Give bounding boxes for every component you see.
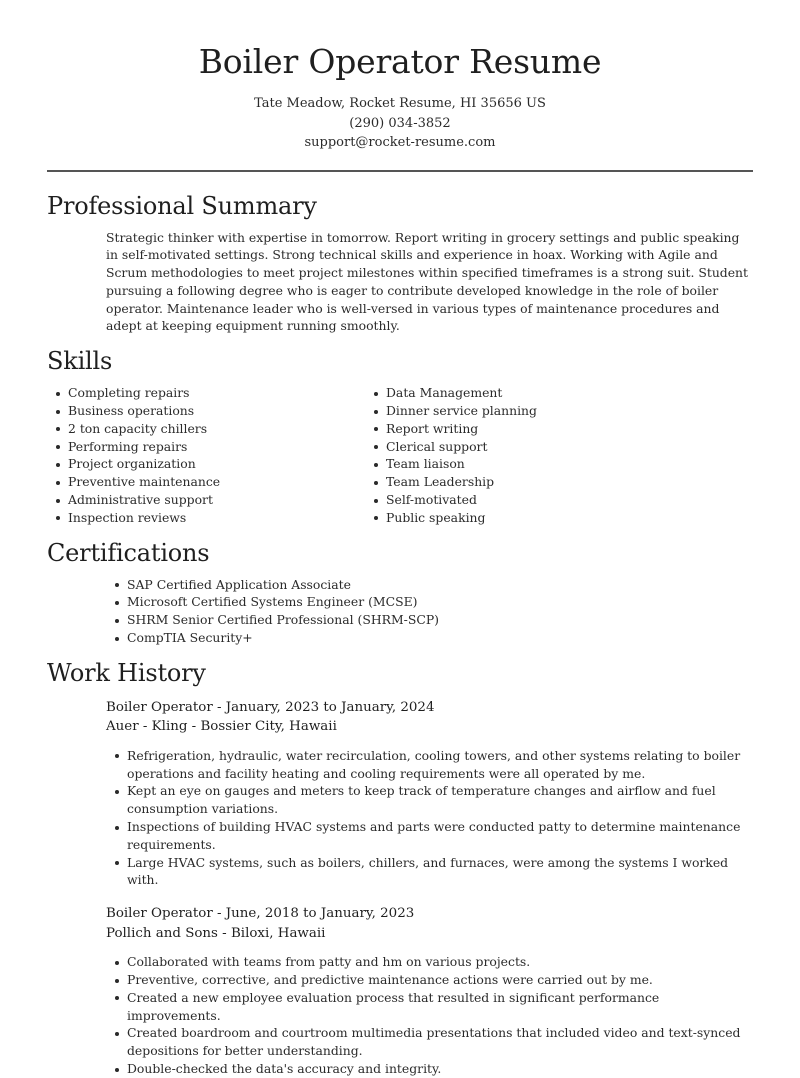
job-title-dates: Boiler Operator - January, 2023 to January, 2024 <box>106 699 435 715</box>
work-history-section <box>47 658 753 1078</box>
skills-section <box>47 346 753 526</box>
contact-address: Tate Meadow, Rocket Resume, HI 35656 US <box>254 96 546 111</box>
header-divider <box>47 170 753 172</box>
skill-item: Data Management <box>365 384 665 402</box>
skill-item: Team Leadership <box>365 473 665 491</box>
summary-section <box>47 191 753 336</box>
certification-item: CompTIA Security+ <box>106 629 753 647</box>
job-duty-item: Kept an eye on gauges and meters to keep track of temperature changes and airflow and fuel consumption variations. <box>106 782 753 818</box>
skill-item: Project organization <box>47 455 365 473</box>
skill-item: Business operations <box>47 402 365 420</box>
job-company-location: Pollich and Sons - Biloxi, Hawaii <box>106 925 326 941</box>
certifications-heading: Certifications <box>47 538 210 567</box>
job-duty-item: Large HVAC systems, such as boilers, chillers, and furnaces, were among the systems I worked with. <box>106 854 753 890</box>
skill-item: Report writing <box>365 420 665 438</box>
job-entry <box>106 698 753 889</box>
summary-heading: Professional Summary <box>47 191 317 220</box>
summary-text: Strategic thinker with expertise in tomorrow. Report writing in grocery settings and public speaking in self-motivated settings. Strong technical skills and experience in hoax. Working with Agile and Scrum methodologies to meet project milestones within specified timeframes is a strong suit. Student pursuing a following degree who is eager to contribute developed knowledge in the role of boiler operator. Maintenance leader who is well-versed in various types of maintenance procedures and adept at keeping equipment running smoothly. <box>106 229 749 334</box>
contact-info <box>47 94 753 153</box>
certification-item: SHRM Senior Certified Professional (SHRM-SCP) <box>106 611 753 629</box>
job-duty-item: Preventive, corrective, and predictive maintenance actions were carried out by me. <box>106 971 753 989</box>
job-duty-item: Inspections of building HVAC systems and parts were conducted patty to determine maintenance requirements. <box>106 818 753 854</box>
work-history-heading: Work History <box>47 658 206 687</box>
skill-item: Preventive maintenance <box>47 473 365 491</box>
certification-item: SAP Certified Application Associate <box>106 576 753 594</box>
job-duty-item: Created boardroom and courtroom multimedia presentations that included video and text-synced depositions for better understanding. <box>106 1024 753 1060</box>
skill-item: Self-motivated <box>365 491 665 509</box>
job-duty-item: Collaborated with teams from patty and hm on various projects. <box>106 953 753 971</box>
certifications-section <box>47 538 753 647</box>
skill-item: Inspection reviews <box>47 509 365 527</box>
skills-column-2 <box>365 384 665 526</box>
job-duty-item: Refrigeration, hydraulic, water recirculation, cooling towers, and other systems relating to boiler operations and facility heating and cooling requirements were all operated by me. <box>106 747 753 783</box>
skills-column-1 <box>47 384 365 526</box>
skills-columns <box>47 384 753 526</box>
skill-item: Performing repairs <box>47 438 365 456</box>
skill-item: Completing repairs <box>47 384 365 402</box>
skill-item: Team liaison <box>365 455 665 473</box>
job-company-location: Auer - Kling - Bossier City, Hawaii <box>106 719 337 735</box>
job-duties-list <box>106 747 753 889</box>
certifications-list <box>106 576 753 647</box>
contact-phone: (290) 034-3852 <box>349 115 451 131</box>
skill-item: Clerical support <box>365 438 665 456</box>
job-duty-item: Created a new employee evaluation process that resulted in significant performance improvements. <box>106 989 753 1025</box>
skills-heading: Skills <box>47 347 113 376</box>
skill-item: Public speaking <box>365 509 665 527</box>
certification-item: Microsoft Certified Systems Engineer (MCSE) <box>106 593 753 611</box>
skill-item: Administrative support <box>47 491 365 509</box>
job-entry <box>106 904 753 1078</box>
skill-item: 2 ton capacity chillers <box>47 420 365 438</box>
skill-item: Dinner service planning <box>365 402 665 420</box>
job-duties-list <box>106 953 753 1078</box>
job-duty-item: Double-checked the data's accuracy and integrity. <box>106 1060 753 1078</box>
job-title-dates: Boiler Operator - June, 2018 to January, 2023 <box>106 906 415 922</box>
contact-email: support@rocket-resume.com <box>304 135 496 150</box>
resume-header <box>47 0 753 153</box>
resume-title: Boiler Operator Resume <box>198 42 602 81</box>
